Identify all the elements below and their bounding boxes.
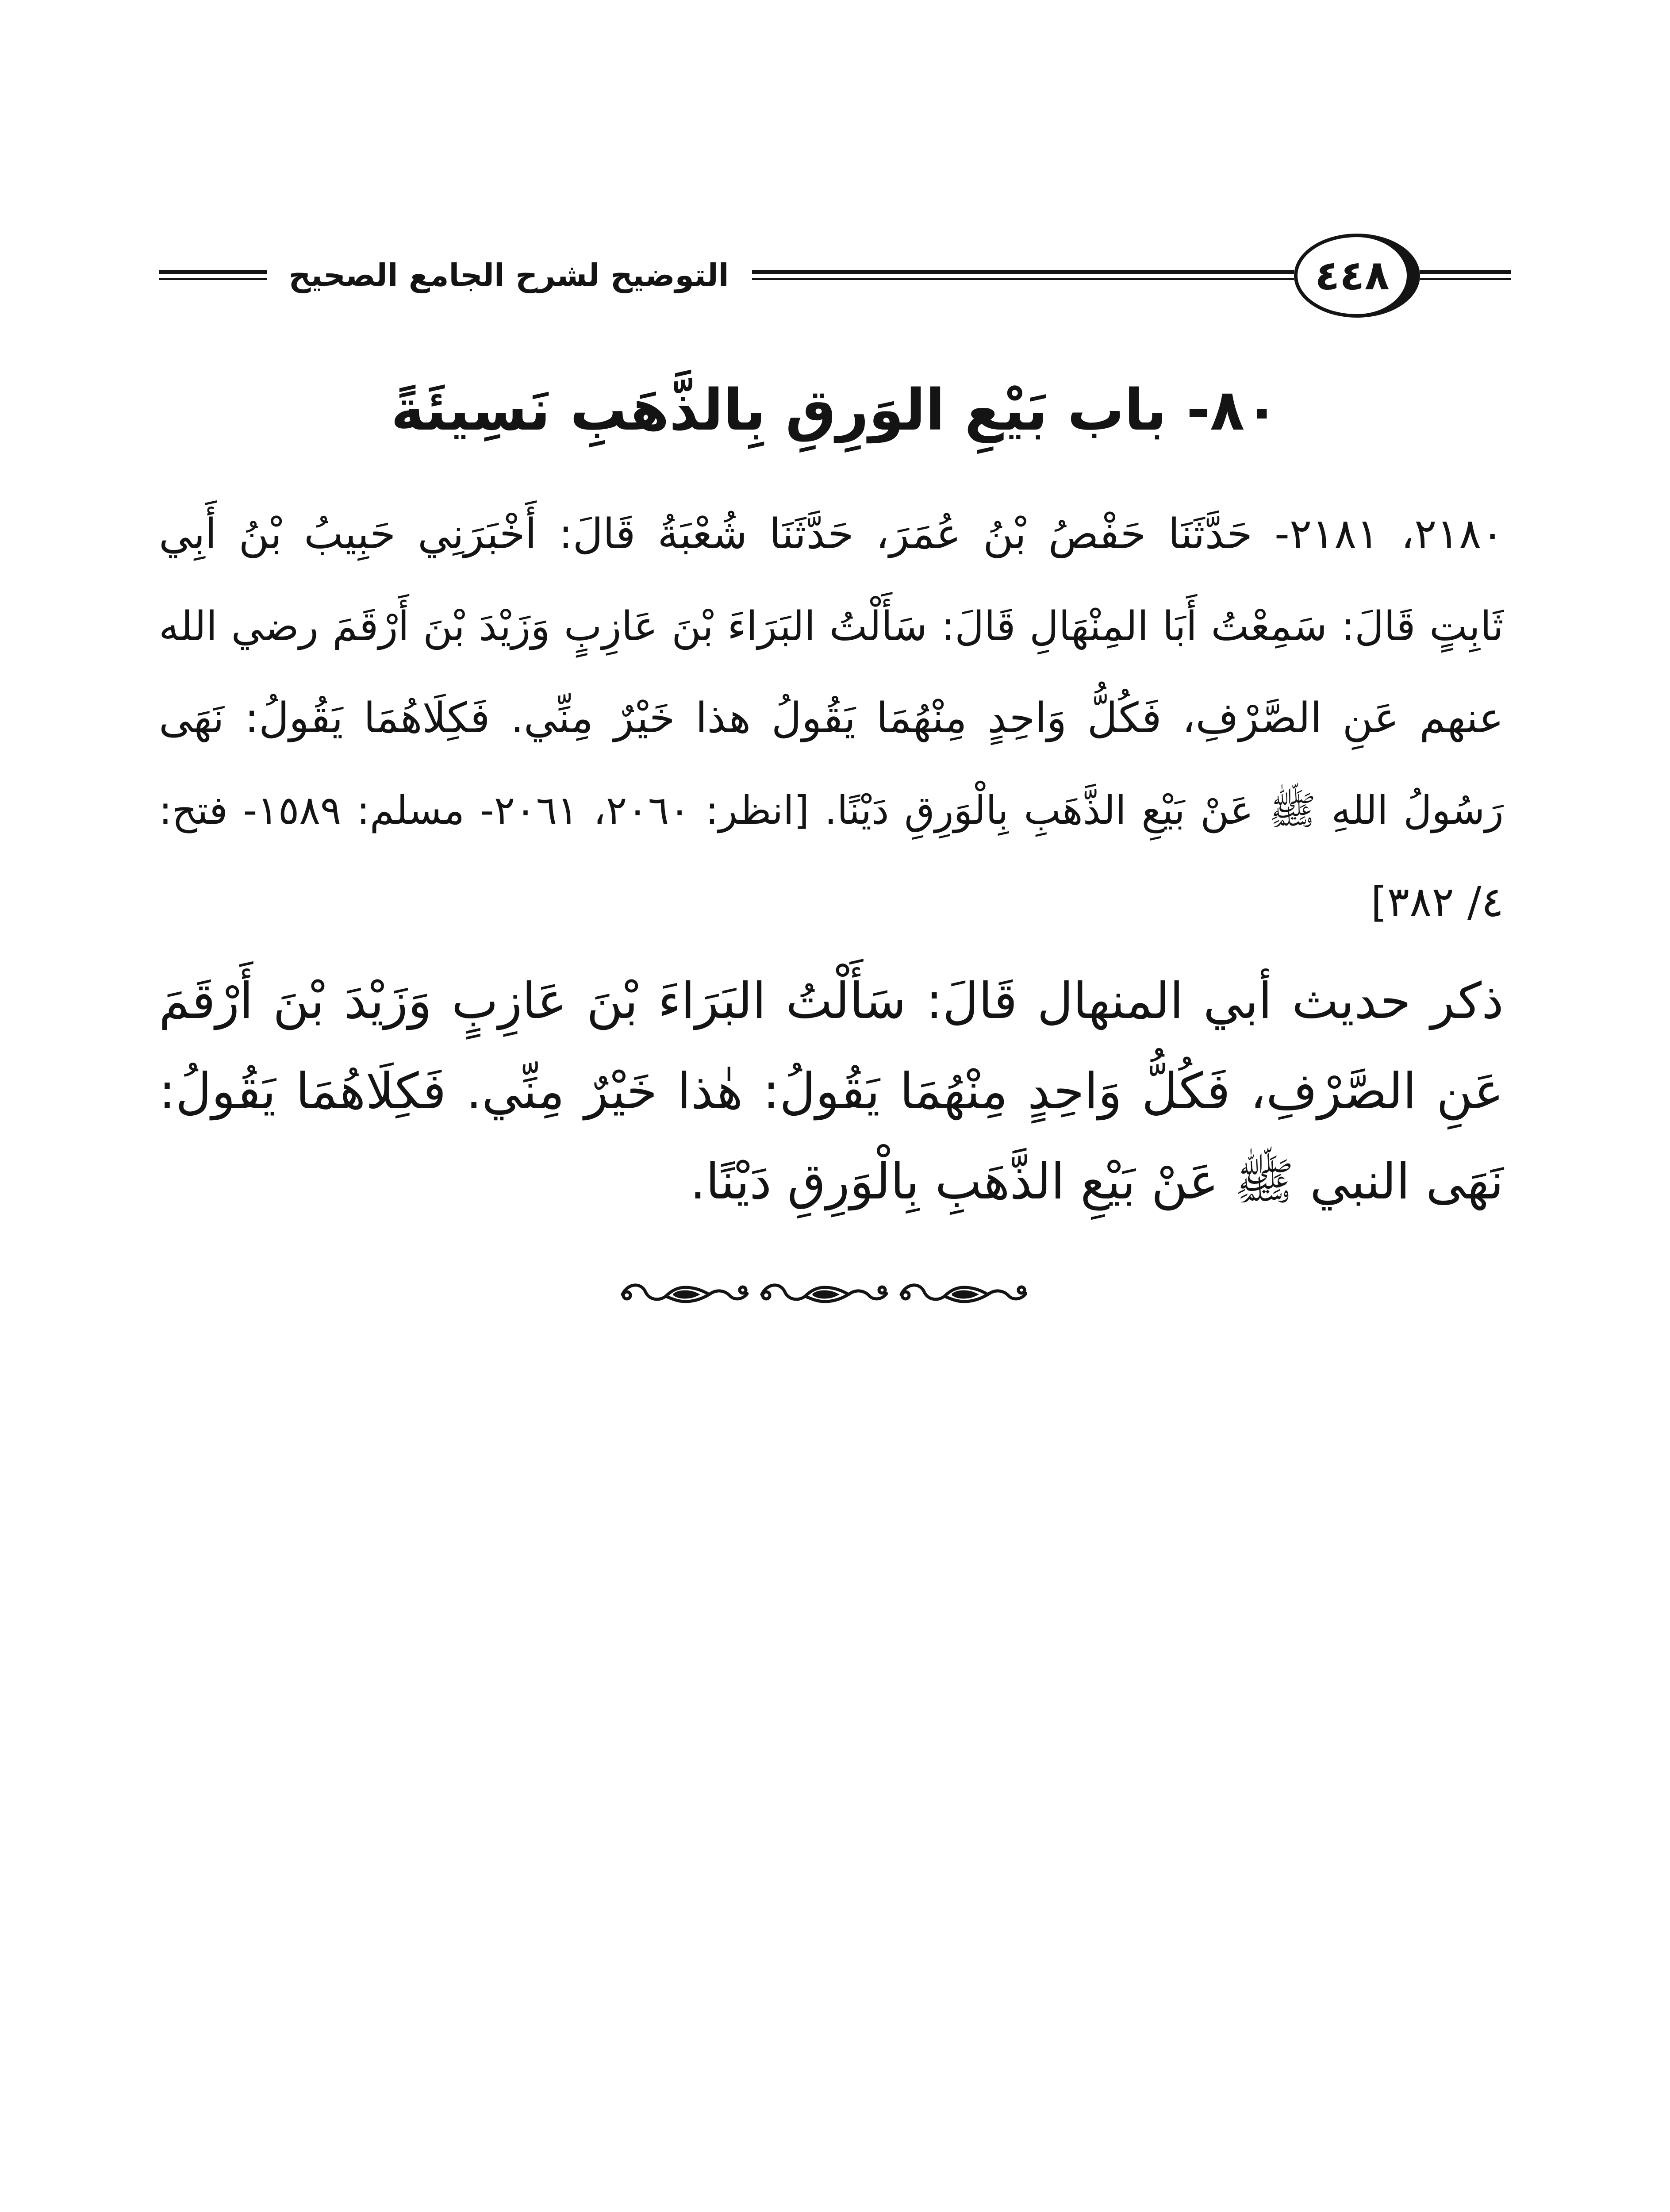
- hadith-line-reference-end: ٤/ ٣٨٢]: [1371, 878, 1504, 926]
- header-rule-left: [159, 270, 267, 280]
- commentary-line: ذكر حديث أبي المنهال قَالَ: سَأَلْتُ البَرَاءَ بْنَ عَازِبٍ وَزَيْدَ بْنَ أَرْقَمَ: [159, 972, 1504, 1030]
- commentary-line: عَنِ الصَّرْفِ، فَكُلُّ وَاحِدٍ مِنْهُمَا يَقُولُ: هٰذا خَيْرٌ مِنِّي. فَكِلَاهُمَا يَقُولُ:: [159, 1063, 1504, 1120]
- running-title: التوضيح لشرح الجامع الصحيح: [288, 257, 729, 293]
- page-number: ٤٤٨: [1315, 252, 1390, 299]
- flourish-3: [901, 1285, 1026, 1302]
- hadith-line: رَسُولُ اللهِ ﷺ عَنْ بَيْعِ الذَّهَبِ بِالْوَرِقِ دَيْنًا. [انظر: ٢٠٦٠، ٢٠٦١- مسلم: ١٥٨٩- فتح:: [159, 787, 1504, 833]
- header-rule-right: [1420, 270, 1511, 280]
- page-number-badge: [1294, 234, 1420, 318]
- flourish-1: [622, 1285, 747, 1302]
- commentary-line: نَهَى النبي ﷺ عَنْ بَيْعِ الذَّهَبِ بِالْوَرِقِ دَيْنًا.: [690, 1153, 1504, 1210]
- hadith-line: ثَابِتٍ قَالَ: سَمِعْتُ أَبَا المِنْهَالِ قَالَ: سَأَلْتُ البَرَاءَ بْنَ عَازِبٍ وَزَيْدَ بْنَ أَرْقَمَ رضي الله: [159, 603, 1504, 650]
- chapter-heading: ٨٠- باب بَيْعِ الوَرِقِ بِالذَّهَبِ نَسِيئَةً: [391, 377, 1279, 443]
- hadith-line: عنهم عَنِ الصَّرْفِ، فَكُلُّ وَاحِدٍ مِنْهُمَا يَقُولُ هذا خَيْرٌ مِنِّي. فَكِلَاهُمَا يَقُولُ: نَهَى: [159, 694, 1504, 742]
- ornament-divider: [618, 1277, 1027, 1312]
- flourish-2: [762, 1285, 887, 1302]
- header-rule-middle: [752, 270, 1294, 280]
- hadith-text: [159, 488, 1504, 949]
- commentary-text: [159, 956, 1504, 1227]
- floral-flourish-divider-icon: [618, 1277, 1027, 1312]
- running-header: [159, 234, 1511, 318]
- hadith-line: ٢١٨٠، ٢١٨١- حَدَّثَنَا حَفْصُ بْنُ عُمَرَ، حَدَّثَنَا شُعْبَةُ قَالَ: أَخْبَرَنِي حَبِيبُ بْنُ أَبِي: [159, 510, 1504, 558]
